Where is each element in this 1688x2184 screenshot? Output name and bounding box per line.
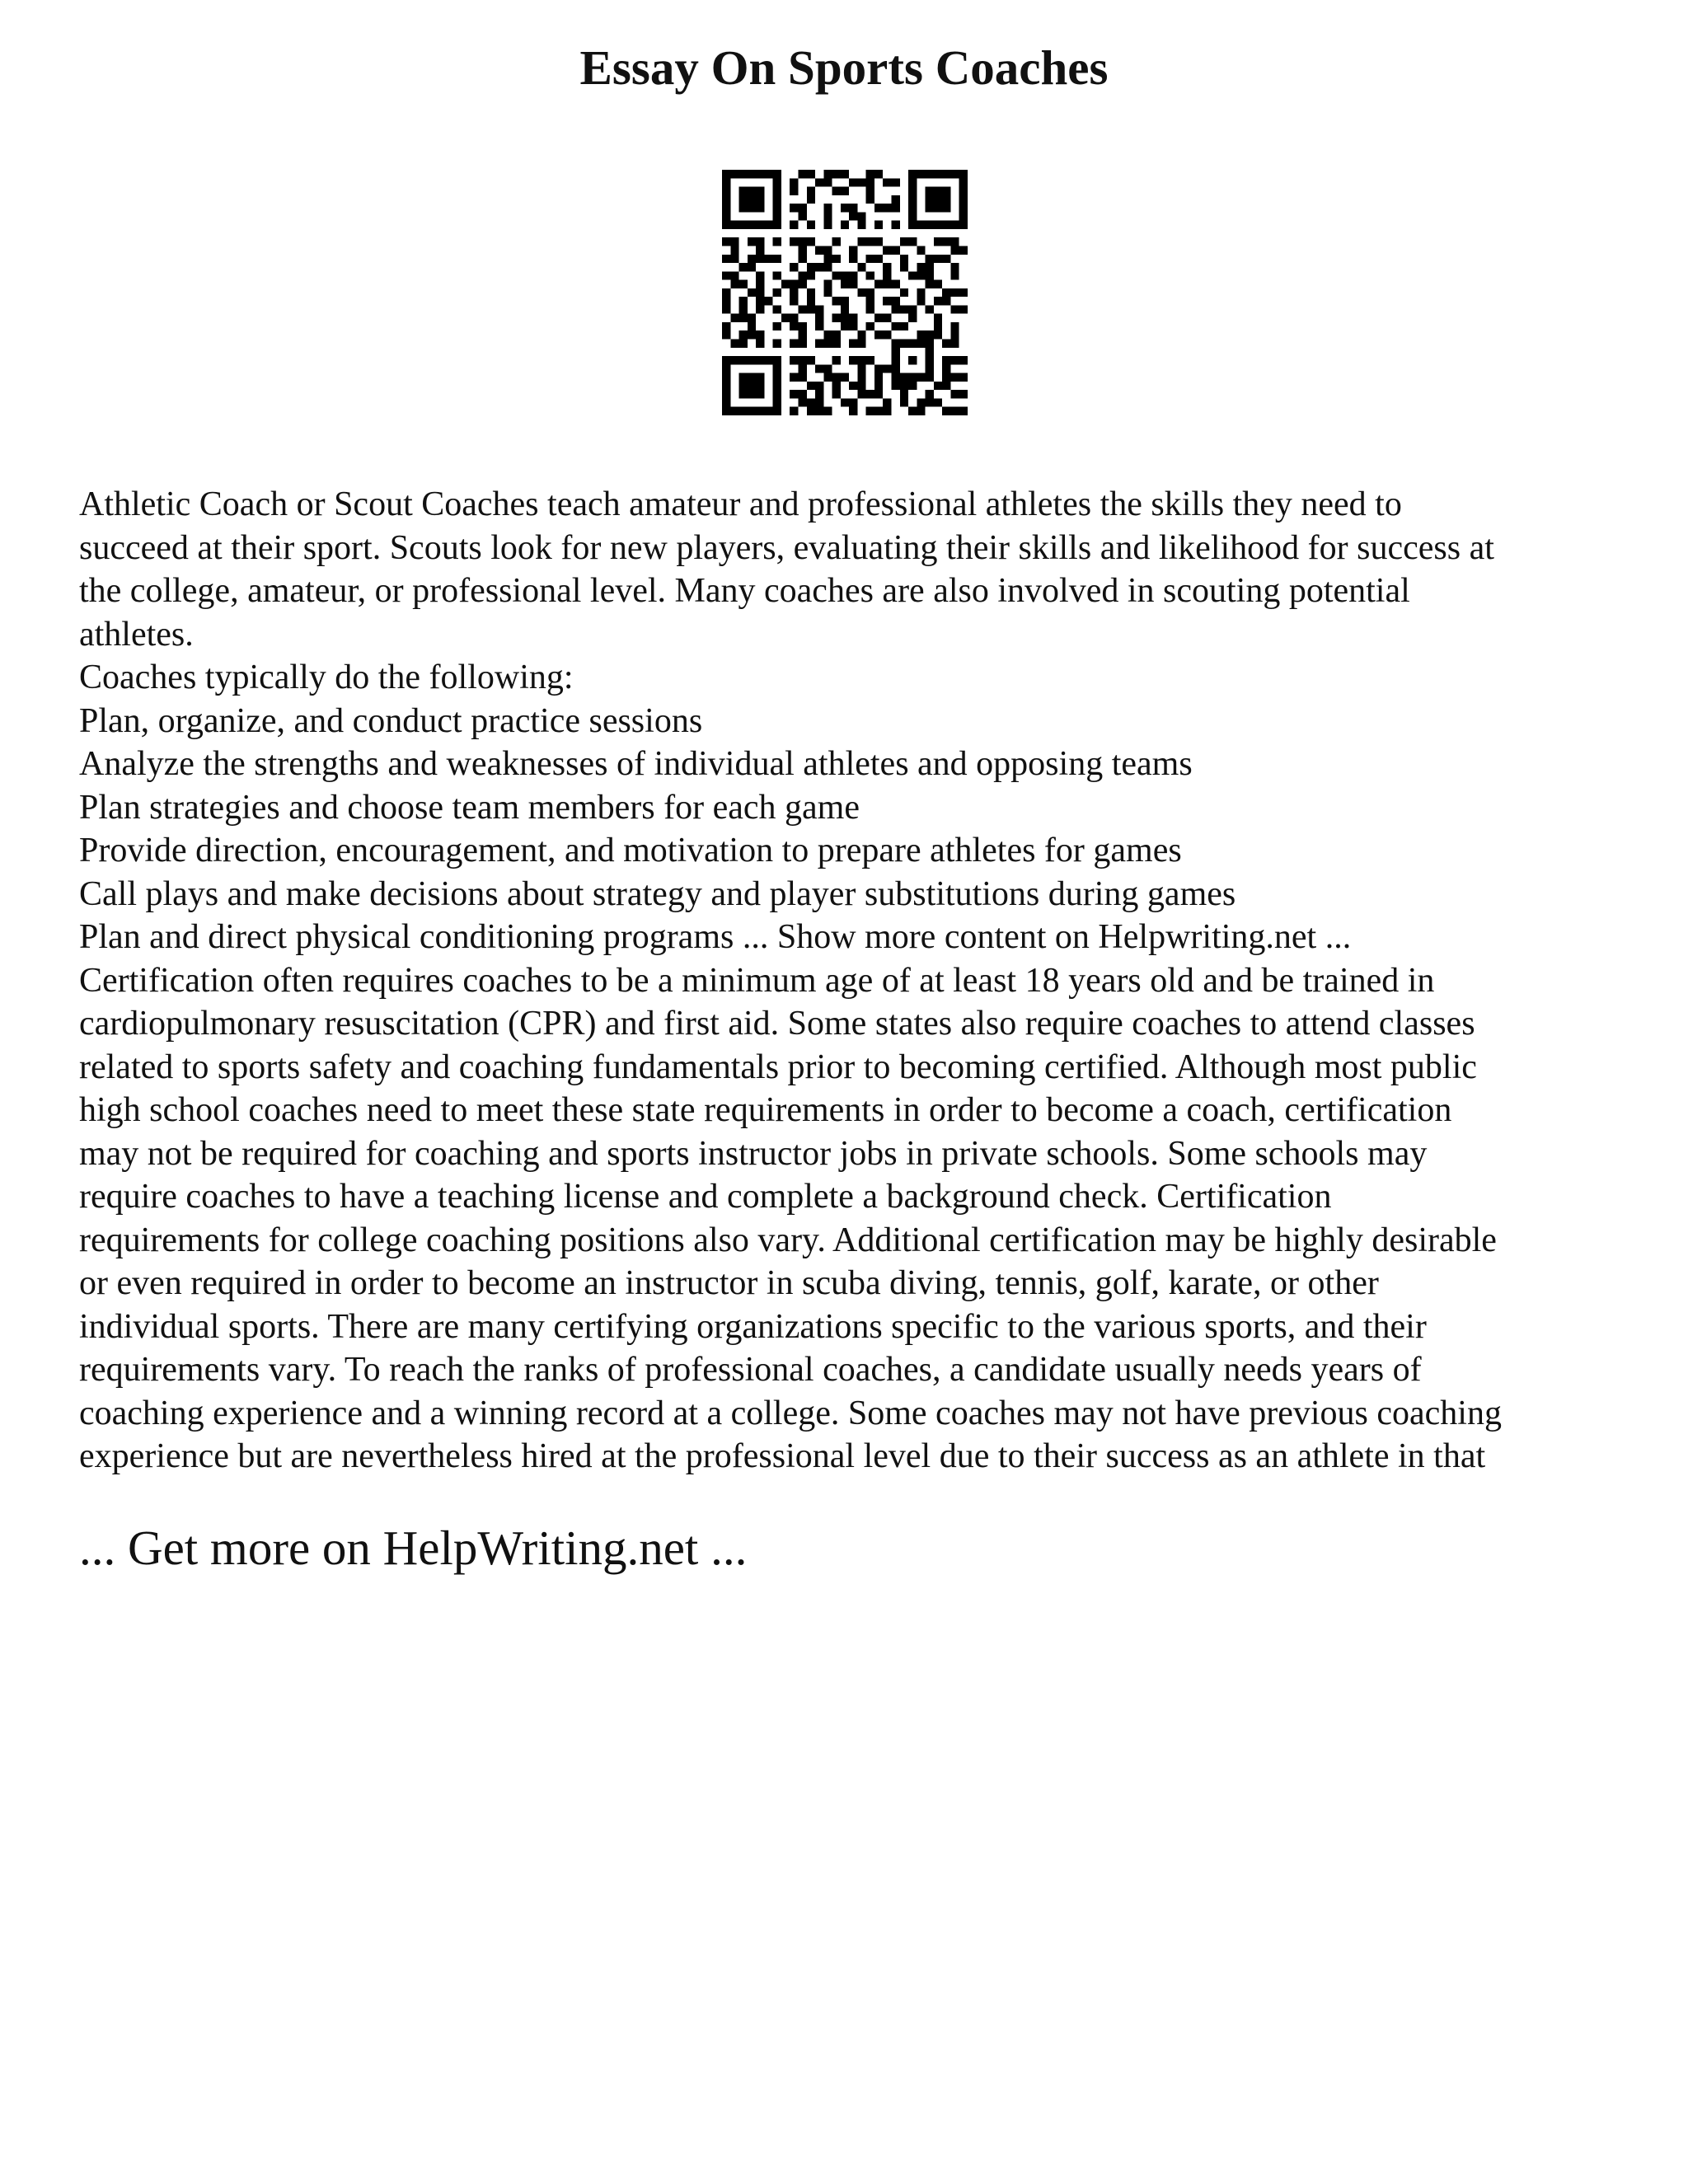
text-line: Analyze the strengths and weaknesses of individual athletes and opposing teams (79, 745, 1193, 783)
essay-body (79, 483, 1629, 1479)
text-line: Athletic Coach or Scout Coaches teach amateur and professional athletes the skills they need to (79, 485, 1402, 523)
text-line: or even required in order to become an instructor in scuba diving, tennis, golf, karate, or other (79, 1264, 1379, 1302)
text-line: individual sports. There are many certifying organizations specific to the various sports, and their (79, 1307, 1427, 1346)
text-line: Coaches typically do the following: (79, 658, 574, 696)
text-line: Certification often requires coaches to be a minimum age of at least 18 years old and be trained in (79, 961, 1435, 1000)
text-line: Plan, organize, and conduct practice sessions (79, 701, 703, 740)
text-line: Call plays and make decisions about strategy and player substitutions during games (79, 874, 1236, 913)
text-line: requirements for college coaching positions also vary. Additional certification may be highly desirable (79, 1221, 1497, 1259)
text-line: may not be required for coaching and sports instructor jobs in private schools. Some schools may (79, 1134, 1428, 1173)
text-line: experience but are nevertheless hired at the professional level due to their success as an athlete in that (79, 1437, 1486, 1475)
text-line: high school coaches need to meet these state requirements in order to become a coach, certification (79, 1091, 1452, 1129)
text-line: cardiopulmonary resuscitation (CPR) and first aid. Some states also require coaches to attend classes (79, 1005, 1475, 1043)
qr-code-icon[interactable] (722, 170, 968, 415)
page-title: Essay On Sports Coaches (579, 40, 1109, 95)
text-line: related to sports safety and coaching fundamentals prior to becoming certified. Although most public (79, 1047, 1477, 1086)
text-line: requirements vary. To reach the ranks of professional coaches, a candidate usually needs years of (79, 1351, 1422, 1389)
text-line: require coaches to have a teaching license and complete a background check. Certification (79, 1178, 1332, 1216)
text-line: Plan and direct physical conditioning programs ... Show more content on Helpwriting.net ... (79, 918, 1352, 956)
text-line: succeed at their sport. Scouts look for new players, evaluating their skills and likelihood for success at (79, 528, 1494, 567)
get-more-link[interactable]: ... Get more on HelpWriting.net ... (79, 1521, 748, 1575)
text-line: Provide direction, encouragement, and motivation to prepare athletes for games (79, 832, 1182, 869)
text-line: Plan strategies and choose team members for each game (79, 788, 860, 827)
text-line: athletes. (79, 615, 194, 654)
text-line: the college, amateur, or professional level. Many coaches are also involved in scouting potential (79, 572, 1410, 610)
text-line: coaching experience and a winning record at a college. Some coaches may not have previous coaching (79, 1394, 1502, 1432)
